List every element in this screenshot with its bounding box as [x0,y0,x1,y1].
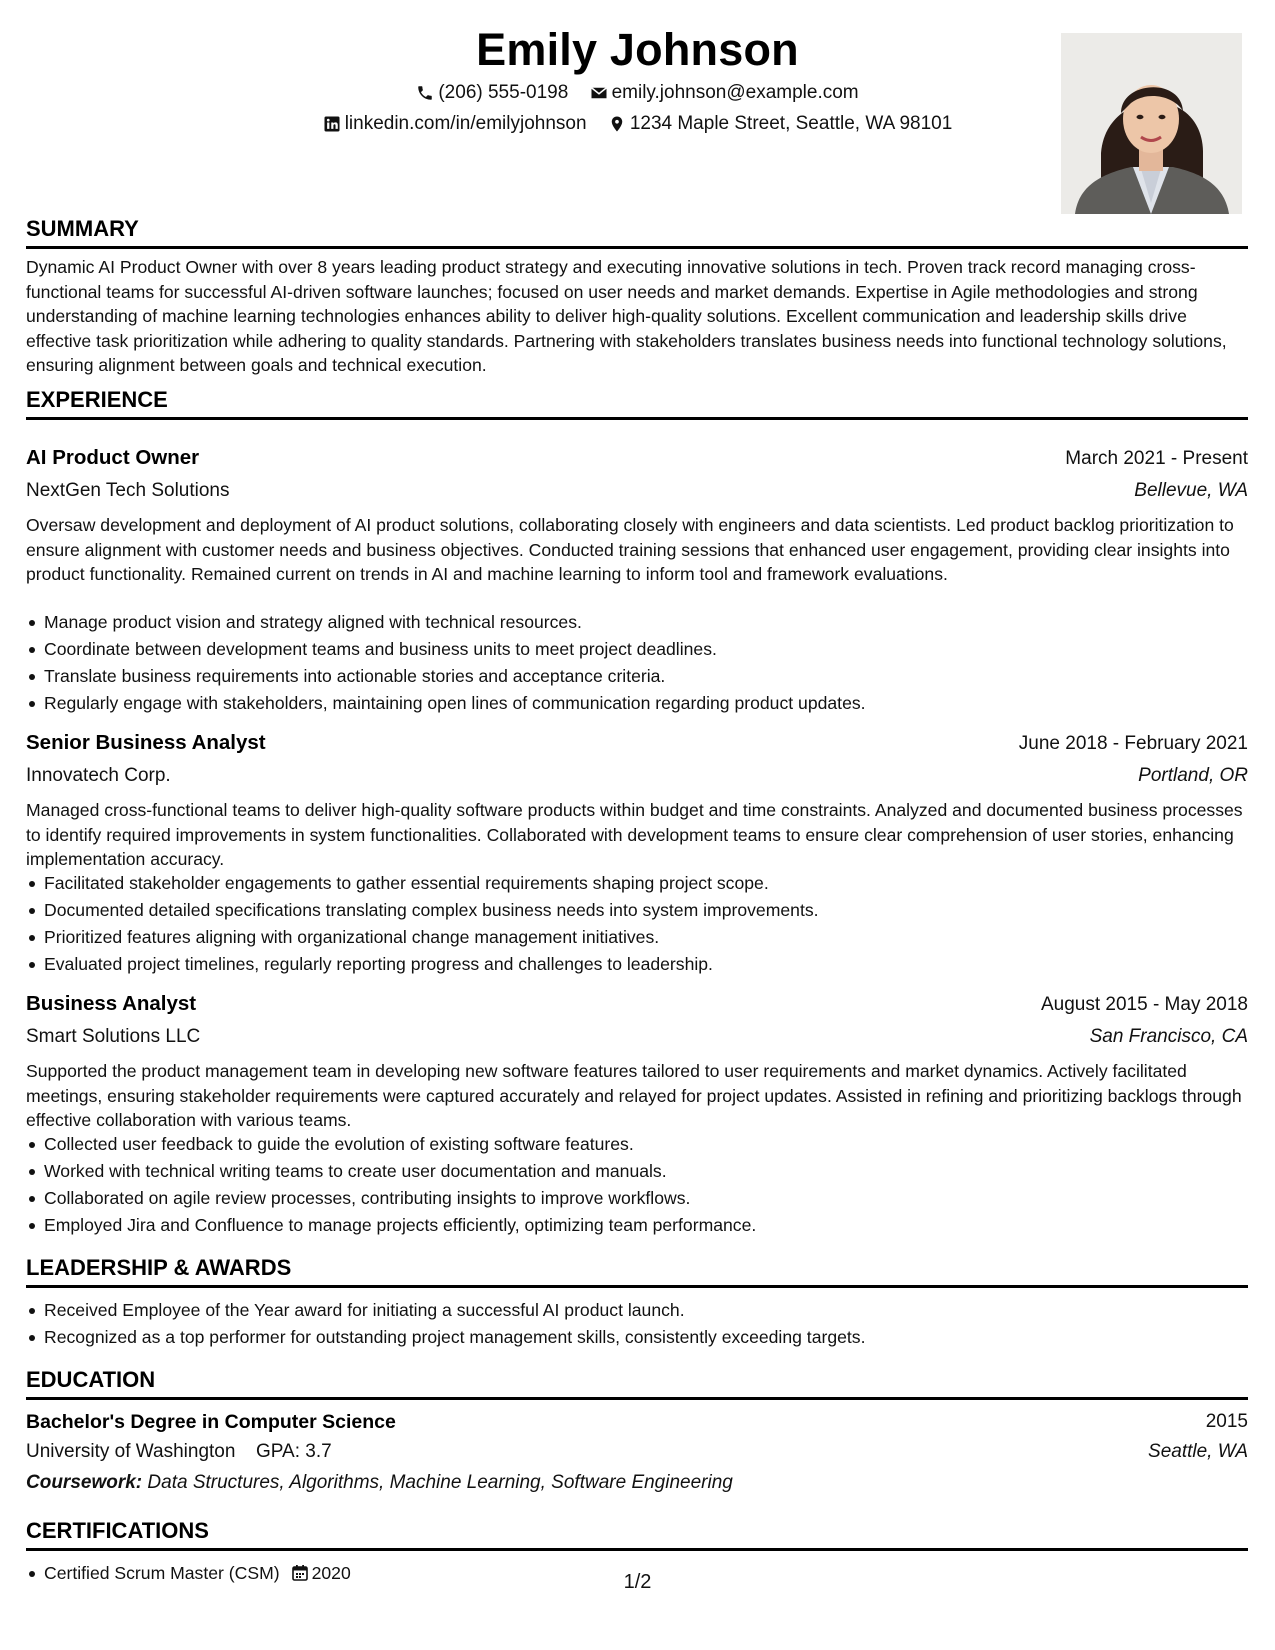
list-item: Prioritized features aligning with organizational change management initiatives. [26,924,1248,951]
job-company: Innovatech Corp. [26,765,171,786]
job-dates: June 2018 - February 2021 [1018,733,1248,754]
address-contact [608,113,953,135]
linkedin-text[interactable]: linkedin.com/in/emilyjohnson [344,113,587,134]
school-name: University of Washington [26,1441,236,1462]
job-bullets [26,609,1248,717]
job-description: Supported the product management team in developing new software features tailored to user requirements and market dynamics. Actively facilitated meetings, ensuring stakeholder requirements were captured accurately and relayed for project updates. Assisted in refining and prioritizing backlogs through effective collaboration with various teams. [26,1061,1242,1130]
list-item: Received Employee of the Year award for initiating a successful AI product launch. [26,1297,1248,1324]
email-text[interactable]: emily.johnson@example.com [611,82,859,103]
linkedin-contact[interactable] [323,113,587,135]
list-item: Translate business requirements into actionable stories and acceptance criteria. [26,663,1248,690]
job-bullets [26,1131,1248,1239]
degree-title: Bachelor's Degree in Computer Science [26,1411,396,1433]
envelope-icon [590,84,608,102]
list-item: Documented detailed specifications translating complex business needs into system improvements. [26,897,1248,924]
job-location: San Francisco, CA [1089,1026,1248,1047]
coursework-label: Coursework: [26,1472,143,1493]
section-title-summary: SUMMARY [26,215,1248,249]
job-bullets [26,870,1248,978]
job-company: Smart Solutions LLC [26,1026,201,1047]
job-company: NextGen Tech Solutions [26,480,230,501]
phone-contact [416,82,568,104]
list-item: Worked with technical writing teams to create user documentation and manuals. [26,1158,1248,1185]
list-item: Regularly engage with stakeholders, maintaining open lines of communication regarding product updates. [26,690,1248,717]
graduation-year: 2015 [1205,1411,1248,1432]
list-item: Collected user feedback to guide the evolution of existing software features. [26,1131,1248,1158]
coursework-list: Data Structures, Algorithms, Machine Learning, Software Engineering [147,1472,733,1493]
certification-year: 2020 [311,1563,351,1583]
list-item: Recognized as a top performer for outstanding project management skills, consistently exceeding targets. [26,1324,1248,1351]
candidate-name: Emily Johnson [476,24,799,75]
school-location: Seattle, WA [1148,1441,1248,1462]
page-number: 1/2 [623,1571,652,1593]
gpa: GPA: 3.7 [256,1441,332,1462]
linkedin-icon [323,115,341,133]
list-item: Coordinate between development teams and business units to meet project deadlines. [26,636,1248,663]
section-title-certifications: CERTIFICATIONS [26,1517,1248,1551]
list-item: Employed Jira and Confluence to manage projects efficiently, optimizing team performance. [26,1212,1248,1239]
list-item: Facilitated stakeholder engagements to gather essential requirements shaping project scope. [26,870,1248,897]
job-title: AI Product Owner [26,446,200,469]
portrait-image [1061,33,1242,214]
coursework [26,1472,733,1494]
job-dates: March 2021 - Present [1065,448,1248,469]
profile-photo [1061,33,1242,214]
phone-text: (206) 555-0198 [438,82,569,103]
phone-icon [416,84,434,102]
job-description: Managed cross-functional teams to deliver high-quality software products within budget and time constraints. Analyzed and documented business processes to identify required improvements in system functionalities. Collaborated with development teams to ensure clear comprehension of user stories, enhancing implementation accuracy. [26,800,1243,869]
map-pin-icon [608,115,626,133]
list-item: Manage product vision and strategy aligned with technical resources. [26,609,1248,636]
certification-name: Certified Scrum Master (CSM) [44,1563,280,1583]
section-title-leadership: LEADERSHIP & AWARDS [26,1254,1248,1288]
summary-text: Dynamic AI Product Owner with over 8 years leading product strategy and executing innovative solutions in tech. Proven track record managing cross-functional teams for successful AI-driven software launches; focused on user needs and market demands. Expertise in Agile methodologies and strong understanding of machine learning technologies enhances ability to deliver high-quality solutions. Excellent communication and leadership skills drive effective task prioritization while adhering to quality standards. Partnering with stakeholders translates business needs into functional technology solutions, ensuring alignment between goals and technical execution. [26,257,1227,375]
section-title-experience: EXPERIENCE [26,386,1248,420]
address-text: 1234 Maple Street, Seattle, WA 98101 [629,113,953,134]
list-item: Collaborated on agile review processes, contributing insights to improve workflows. [26,1185,1248,1212]
email-contact[interactable] [590,82,859,104]
job-title: Business Analyst [26,992,197,1015]
list-item: Evaluated project timelines, regularly reporting progress and challenges to leadership. [26,951,1248,978]
job-title: Senior Business Analyst [26,731,266,754]
job-description: Oversaw development and deployment of AI product solutions, collaborating closely with engineers and data scientists. Led product backlog prioritization to ensure alignment with customer needs and business objectives. Conducted training sessions that enhanced user engagement, providing clear insights into product functionality. Remained current on trends in AI and machine learning to inform tool and framework evaluations. [26,515,1234,584]
leadership-bullets [26,1297,1248,1351]
job-location: Bellevue, WA [1134,480,1248,501]
resume-header [0,18,1275,218]
school-line [26,1441,332,1463]
section-title-education: EDUCATION [26,1366,1248,1400]
job-location: Portland, OR [1138,765,1248,786]
job-dates: August 2015 - May 2018 [1040,994,1248,1015]
